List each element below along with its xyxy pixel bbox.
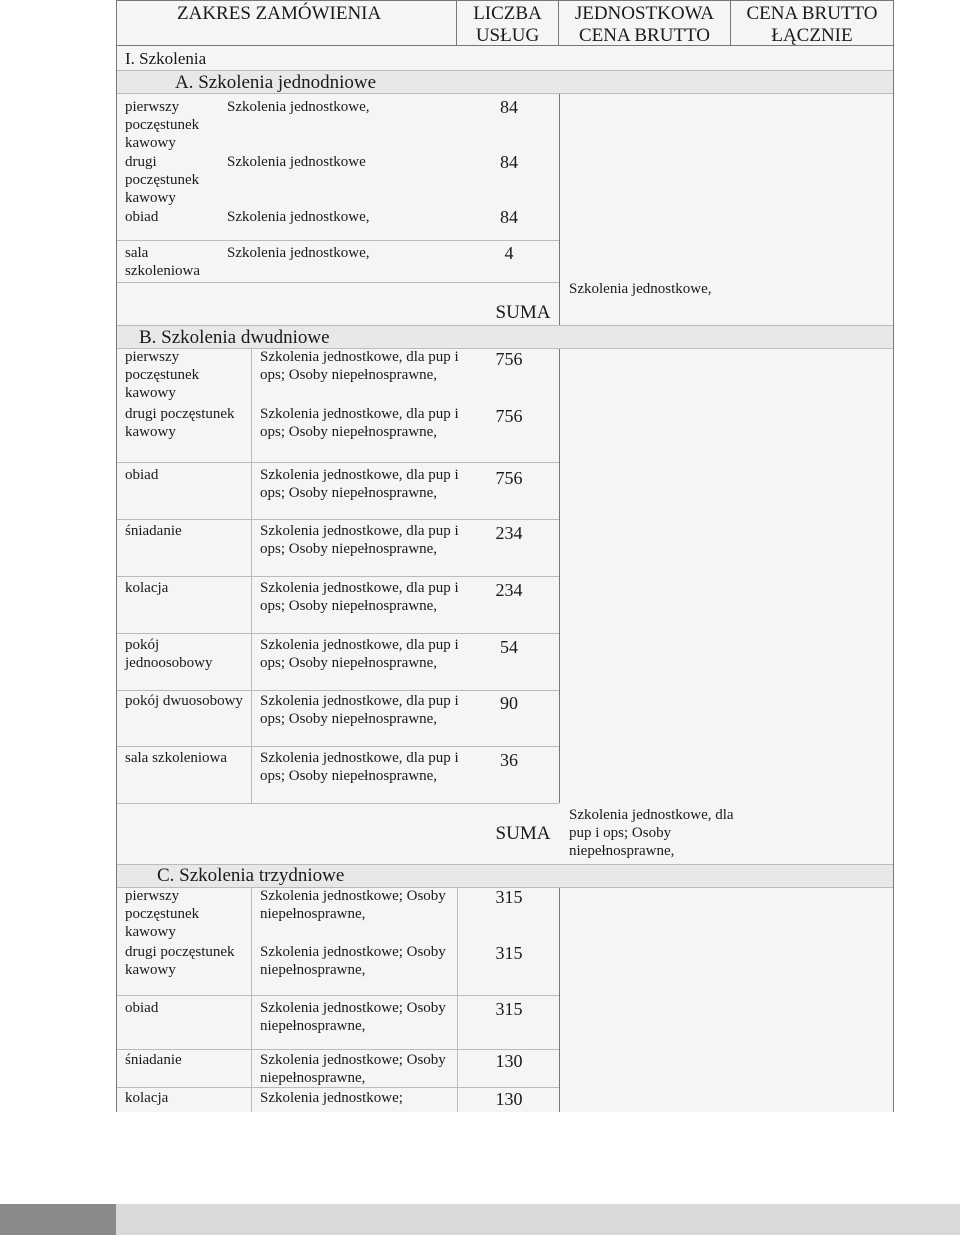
list-item-qty: 756	[495, 406, 523, 426]
list-item-qty: 234	[495, 523, 523, 543]
list-item-name: pierwszy poczęstunek kawowy	[125, 888, 200, 940]
list-item-name: sala szkoleniowa	[125, 245, 200, 279]
list-item-qty: 315	[495, 887, 523, 907]
list-item-name: pierwszy poczęstunek kawowy	[125, 99, 200, 151]
list-item-desc: Szkolenia jednostkowe,	[227, 99, 370, 115]
list-item-qty: 54	[500, 637, 518, 657]
list-item-name: śniadanie	[125, 523, 182, 539]
list-item-qty: 84	[500, 152, 518, 172]
list-item-desc: Szkolenia jednostkowe; Osoby niepełnosprawne,	[260, 1052, 446, 1086]
page-footer-bar	[0, 1204, 960, 1235]
section-c-header	[117, 864, 893, 888]
list-item-qty: 84	[500, 97, 518, 117]
list-item-qty: 130	[495, 1089, 523, 1109]
section-a-suma: SUMA	[495, 302, 551, 323]
list-item-qty: 315	[495, 999, 523, 1019]
list-item-name: pokój jednoosobowy	[125, 637, 213, 671]
section-b-header	[117, 325, 893, 349]
header-quantity: LICZBA USŁUG	[457, 0, 559, 46]
header-total-price: CENA BRUTTO ŁĄCZNIE	[731, 0, 893, 46]
list-item-name: śniadanie	[125, 1052, 182, 1068]
list-item-desc: Szkolenia jednostkowe, dla pup i ops; Osoby niepełnosprawne,	[260, 750, 459, 784]
list-item-name: obiad	[125, 467, 159, 483]
list-item-name: pierwszy poczęstunek kawowy	[125, 349, 200, 401]
list-item-qty: 4	[504, 243, 514, 263]
section-b-title: B. Szkolenia dwudniowe	[139, 327, 330, 348]
section-c-title: C. Szkolenia trzydniowe	[157, 865, 345, 886]
page-footer-accent	[0, 1204, 116, 1235]
list-item-name: drugi poczęstunek kawowy	[125, 406, 235, 440]
list-item-desc: Szkolenia jednostkowe,	[227, 245, 370, 261]
section-a-suma-note: Szkolenia jednostkowe,	[569, 281, 712, 297]
part-title: I. Szkolenia	[125, 49, 207, 68]
list-item-name: obiad	[125, 1000, 159, 1016]
list-item-name: drugi poczęstunek kawowy	[125, 944, 235, 978]
list-item-qty: 756	[495, 468, 523, 488]
section-b-suma-note: Szkolenia jednostkowe, dla pup i ops; Osoby niepełnosprawne,	[569, 807, 734, 859]
list-item-desc: Szkolenia jednostkowe, dla pup i ops; Osoby niepełnosprawne,	[260, 523, 459, 557]
section-a-header	[117, 70, 893, 94]
list-item-desc: Szkolenia jednostkowe, dla pup i ops; Osoby niepełnosprawne,	[260, 580, 459, 614]
list-item-qty: 130	[495, 1051, 523, 1071]
list-item-desc: Szkolenia jednostkowe; Osoby niepełnosprawne,	[260, 944, 446, 978]
list-item-name: kolacja	[125, 580, 169, 596]
order-table	[116, 0, 894, 1112]
list-item-name: kolacja	[125, 1090, 169, 1106]
list-item-qty: 84	[500, 207, 518, 227]
header-unit-price: JEDNOSTKOWA CENA BRUTTO	[559, 0, 731, 46]
section-a-title: A. Szkolenia jednodniowe	[175, 72, 377, 93]
section-b-suma: SUMA	[495, 823, 551, 844]
list-item-qty: 36	[500, 750, 518, 770]
list-item-desc: Szkolenia jednostkowe, dla pup i ops; Osoby niepełnosprawne,	[260, 637, 459, 671]
list-item-desc: Szkolenia jednostkowe, dla pup i ops; Osoby niepełnosprawne,	[260, 349, 459, 383]
list-item-qty: 90	[500, 693, 518, 713]
list-item-desc: Szkolenia jednostkowe,	[227, 209, 370, 225]
list-item-desc: Szkolenia jednostkowe; Osoby niepełnosprawne,	[260, 888, 446, 922]
list-item-desc: Szkolenia jednostkowe;	[260, 1090, 403, 1106]
list-item-qty: 315	[495, 943, 523, 963]
list-item-desc: Szkolenia jednostkowe	[227, 154, 366, 170]
list-item-qty: 756	[495, 349, 523, 369]
list-item-name: obiad	[125, 209, 159, 225]
list-item-desc: Szkolenia jednostkowe; Osoby niepełnosprawne,	[260, 1000, 446, 1034]
list-item-desc: Szkolenia jednostkowe, dla pup i ops; Osoby niepełnosprawne,	[260, 406, 459, 440]
header-scope: ZAKRES ZAMÓWIENIA	[117, 0, 457, 46]
list-item-name: sala szkoleniowa	[125, 750, 228, 766]
list-item-desc: Szkolenia jednostkowe, dla pup i ops; Osoby niepełnosprawne,	[260, 467, 459, 501]
list-item-desc: Szkolenia jednostkowe, dla pup i ops; Osoby niepełnosprawne,	[260, 693, 459, 727]
list-item-name: pokój dwuosobowy	[125, 693, 243, 709]
list-item-name: drugi poczęstunek kawowy	[125, 154, 200, 206]
list-item-qty: 234	[495, 580, 523, 600]
